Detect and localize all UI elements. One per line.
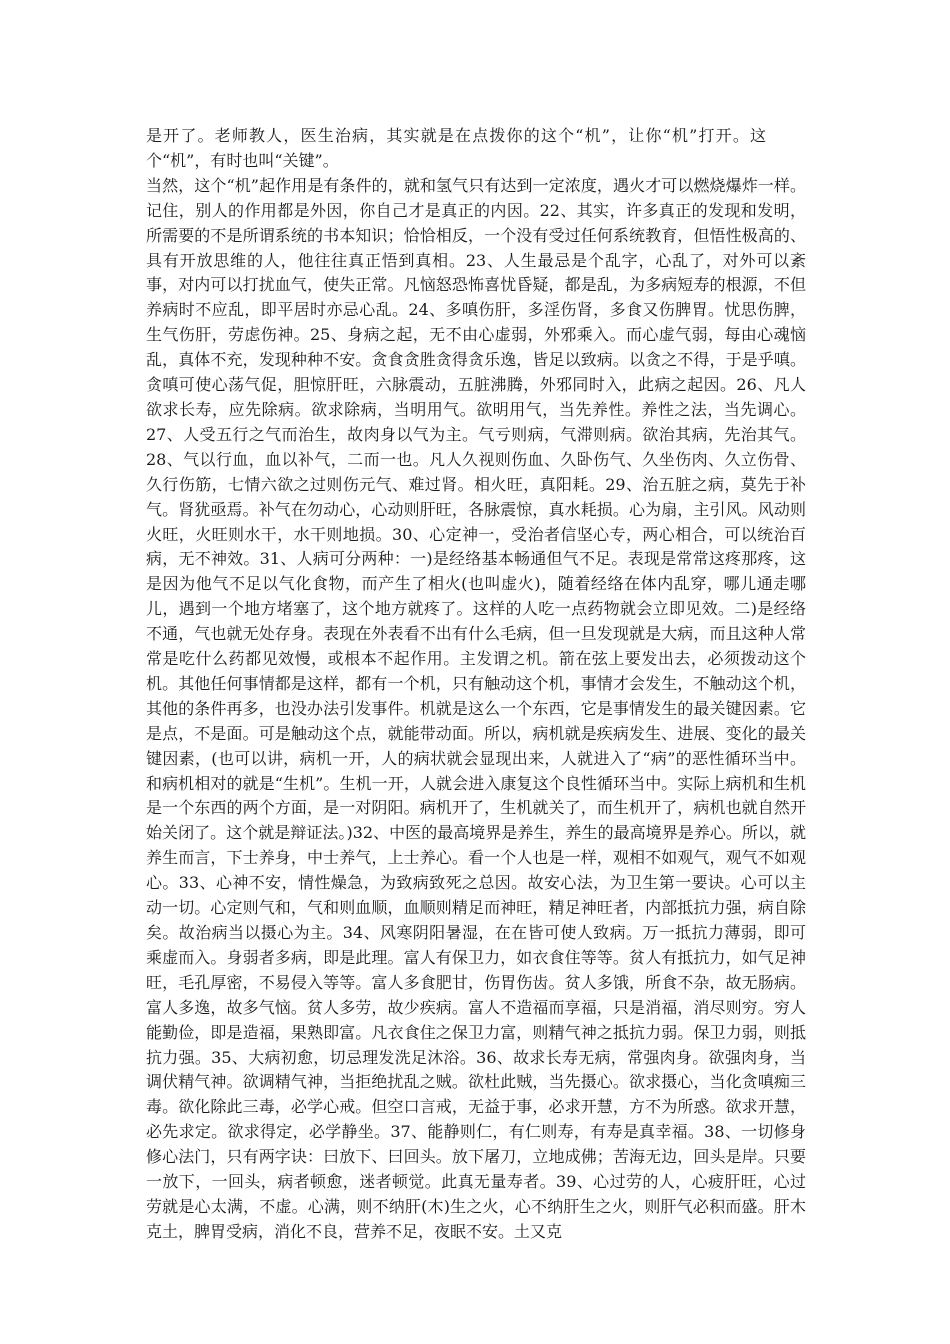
paragraph-intro: 是开了。老师教人，医生治病，其实就是在点拨你的这个“机”，让你“机”打开。这个“机”，有时也叫“关键”。 (146, 126, 766, 170)
document-page (146, 124, 806, 1245)
paragraph-main: 当然，这个“机”起作用是有条件的，就和氢气只有达到一定浓度，遇火才可以燃烧爆炸一样。记住，别人的作用都是外因，你自己才是真正的内因。22、其实，许多真正的发现和发明，所需要的不是所谓系统的书本知识；恰恰相反，一个没有受过任何系统教育，但悟性极高的、具有开放思维的人，他往往真正悟到真相。23、人生最忌是个乱字，心乱了，对外可以紊事，对内可以打扰血气，使失正常。凡恼怒恐怖喜忧昏疑，都是乱，为多病短寿的根源，不但养病时不应乱，即平居时亦忌心乱。24、多嗔伤肝，多淫伤肾，多食又伤脾胃。忧思伤脾，生气伤肝，劳虑伤神。25、身病之起，无不由心虚弱，外邪乘入。而心虚气弱，每由心魂恼乱，真体不充，发现种种不安。贪食贪胜贪得贪乐逸，皆足以致病。以贪之不得，于是乎嗔。贪嗔可使心荡气促，胆惊肝旺，六脉震动，五脏沸腾，外邪同时入，此病之起因。26、凡人欲求长寿，应先除病。欲求除病，当明用气。欲明用气，当先养性。养性之法，当先调心。27、人受五行之气而治生，故肉身以气为主。气亏则病，气滞则病。欲治其病，先治其气。28、气以行血，血以补气，二而一也。凡人久视则伤血、久卧伤气、久坐伤肉、久立伤骨、久行伤筋，七情六欲之过则伤元气、难过肾。相火旺，真阳耗。29、治五脏之病，莫先于补气。肾犹亟焉。补气在勿动心，心动则肝旺，各脉震惊，真水耗损。心为扇，主引风。风动则火旺，火旺则水干，水干则地损。30、心定神一，受治者信坚心专，两心相合，可以统治百病，无不神效。31、人病可分两种：一)是经络基本畅通但气不足。表现是常常这疼那疼，这是因为他气不足以气化食物，而产生了相火(也叫虚火)，随着经络在体内乱穿，哪儿通走哪儿，遇到一个地方堵塞了，这个地方就疼了。这样的人吃一点药物就会立即见效。二)是经络不通，气也就无处存身。表现在外表看不出有什么毛病，但一旦发现就是大病，而且这种人常常是吃什么药都见效慢，或根本不起作用。主发谓之机。箭在弦上要发出去，必须拨动这个机。其他任何事情都是这样，都有一个机，只有触动这个机，事情才会发生，不触动这个机，其他的条件再多，也没办法引发事件。机就是这么一个东西，它是事情发生的最关键因素。它是点，不是面。可是触动这个点，就能带动面。所以，病机就是疾病发生、进展、变化的最关键因素，(也可以讲，病机一开，人的病状就会显现出来，人就进入了“病”的恶性循环当中。和病机相对的就是“生机”。生机一开，人就会进入康复这个良性循环当中。实际上病机和生机是一个东西的两个方面，是一对阴阳。病机开了，生机就关了，而生机开了，病机也就自然开始关闭了。这个就是辩证法。)32、中医的最高境界是养生，养生的最高境界是养心。所以，就养生而言，下士养身，中士养气，上士养心。看一个人也是一样，观相不如观气，观气不如观心。33、心神不安，情性燥急，为致病致死之总因。故安心法，为卫生第一要诀。心可以主动一切。心定则气和，气和则血顺，血顺则精足而神旺，精足神旺者，内部抵抗力强，病自除矣。故治病当以摄心为主。34、风寒阴阳暑湿，在在皆可使人致病。万一抵抗力薄弱，即可乘虚而入。身弱者多病，即是此理。富人有保卫力，如衣食住等等。贫人有抵抗力，如气足神旺，毛孔厚密，不易侵入等等。富人多食肥甘，伤胃伤齿。贫人多饿，所食不杂，故无肠病。富人多逸，故多气恼。贫人多劳，故少疾病。富人不造福而享福，只是消福，消尽则穷。穷人能勤俭，即是造福，果熟即富。凡衣食住之保卫力富，则精气神之抵抗力弱。保卫力弱，则抵抗力强。35、大病初愈，切忌理发洗足沐浴。36、故求长寿无病，常强肉身。欲强肉身，当调伏精气神。欲调精气神，当拒绝扰乱之贼。欲杜此贼，当先摄心。欲求摄心，当化贪嗔痴三毒。欲化除此三毒，必学心戒。但空口言戒，无益于事，必求开慧，方不为所惑。欲求开慧，必先求定。欲求得定，必学静坐。37、能静则仁，有仁则寿，有寿是真幸福。38、一切修身修心法门，只有两字诀：曰放下、曰回头。放下屠刀，立地成佛；苦海无边，回头是岸。只要一放下，一回头，病者顿愈，迷者顿觉。此真无量寿者。39、心过劳的人，心疲肝旺，心过劳就是心太满，不虚。心满，则不纳肝(木)生之火，心不纳肝生之火，则肝气必积而盛。肝木克土，脾胃受病，消化不良，营养不足，夜眠不安。土又克 (146, 175, 806, 1241)
